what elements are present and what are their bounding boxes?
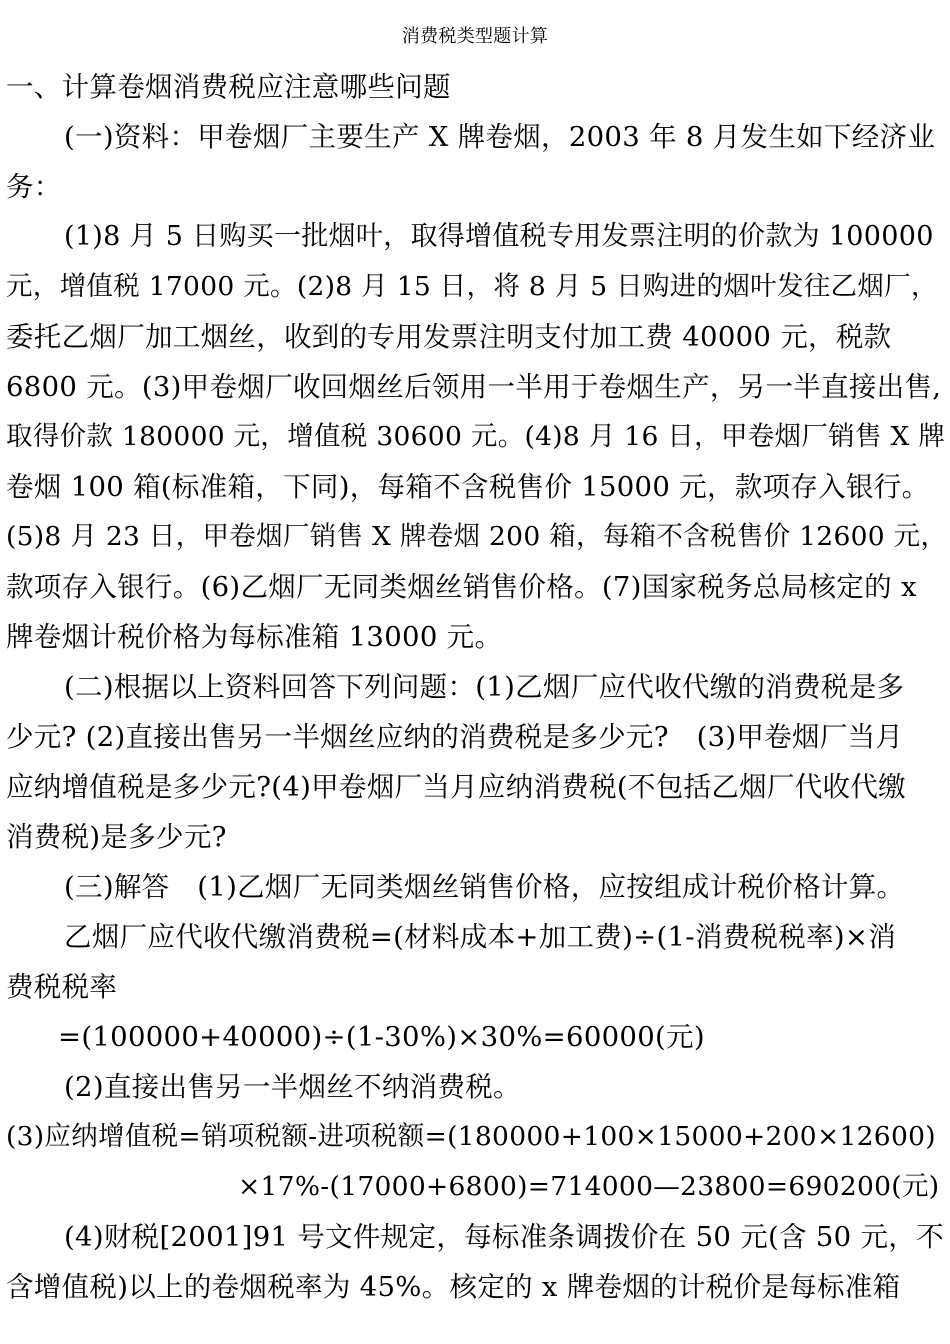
paragraph-line: 卷烟 100 箱(标准箱，下同)，每箱不含税售价 15000 元，款项存入银行。 — [6, 471, 930, 503]
paragraph-line: (4)财税[2001]91 号文件规定，每标准条调拨价在 50 元(含 50 元，不 — [64, 1221, 944, 1253]
paragraph-line: (一)资料：甲卷烟厂主要生产 X 牌卷烟，2003 年 8 月发生如下经济业 — [64, 121, 936, 153]
paragraph-line: (三)解答 (1)乙烟厂无同类烟丝销售价格，应按组成计税价格计算。 — [64, 871, 905, 903]
paragraph-line: (5)8 月 23 日，甲卷烟厂销售 X 牌卷烟 200 箱，每箱不含税售价 12600 元， — [6, 521, 948, 552]
section-heading: 一、计算卷烟消费税应注意哪些问题 — [6, 71, 451, 103]
document-title: 消费税类型题计算 — [401, 26, 549, 47]
paragraph-line: (二)根据以上资料回答下列问题：(1)乙烟厂应代收代缴的消费税是多 — [64, 671, 905, 703]
paragraph-line: 费税税率 — [6, 971, 118, 1003]
paragraph-line: 乙烟厂应代收代缴消费税=(材料成本+加工费)÷(1-消费税税率)×消 — [64, 921, 897, 953]
paragraph-line: 委托乙烟厂加工烟丝，收到的专用发票注明支付加工费 40000 元，税款 — [6, 321, 892, 353]
formula-line: =(100000+40000)÷(1-30%)×30%=60000(元) — [58, 1021, 705, 1053]
paragraph-line: (1)8 月 5 日购买一批烟叶，取得增值税专用发票注明的价款为 100000 — [64, 221, 934, 252]
paragraph-line: 少元? (2)直接出售另一半烟丝应纳的消费税是多少元? (3)甲卷烟厂当月 — [6, 721, 904, 753]
paragraph-line: 应纳增值税是多少元?(4)甲卷烟厂当月应纳消费税(不包括乙烟厂代收代缴 — [6, 771, 906, 803]
paragraph-line: 消费税)是多少元? — [6, 821, 227, 853]
paragraph-line: 取得价款 180000 元，增值税 30600 元。(4)8 月 16 日，甲卷烟厂销售 X 牌 — [6, 421, 946, 452]
paragraph-line: 6800 元。(3)甲卷烟厂收回烟丝后领用一半用于卷烟生产，另一半直接出售, — [6, 371, 942, 403]
formula-line: (3)应纳增值税=销项税额-进项税额=(180000+100×15000+200×12600) — [6, 1121, 936, 1152]
paragraph-line: 款项存入银行。(6)乙烟厂无同类烟丝销售价格。(7)国家税务总局核定的 x — [6, 571, 917, 603]
paragraph-line: 牌卷烟计税价格为每标准箱 13000 元。 — [6, 621, 503, 653]
paragraph-line: 含增值税)以上的卷烟税率为 45%。核定的 x 牌卷烟的计税价是每标准箱 — [6, 1271, 901, 1303]
paragraph-line: 务： — [6, 171, 62, 203]
formula-line: ×17%-(17000+6800)=714000—23800=690200(元) — [238, 1171, 940, 1202]
paragraph-line: 元，增值税 17000 元。(2)8 月 15 日，将 8 月 5 日购进的烟叶发往乙烟厂， — [6, 271, 938, 302]
paragraph-line: (2)直接出售另一半烟丝不纳消费税。 — [64, 1071, 521, 1103]
